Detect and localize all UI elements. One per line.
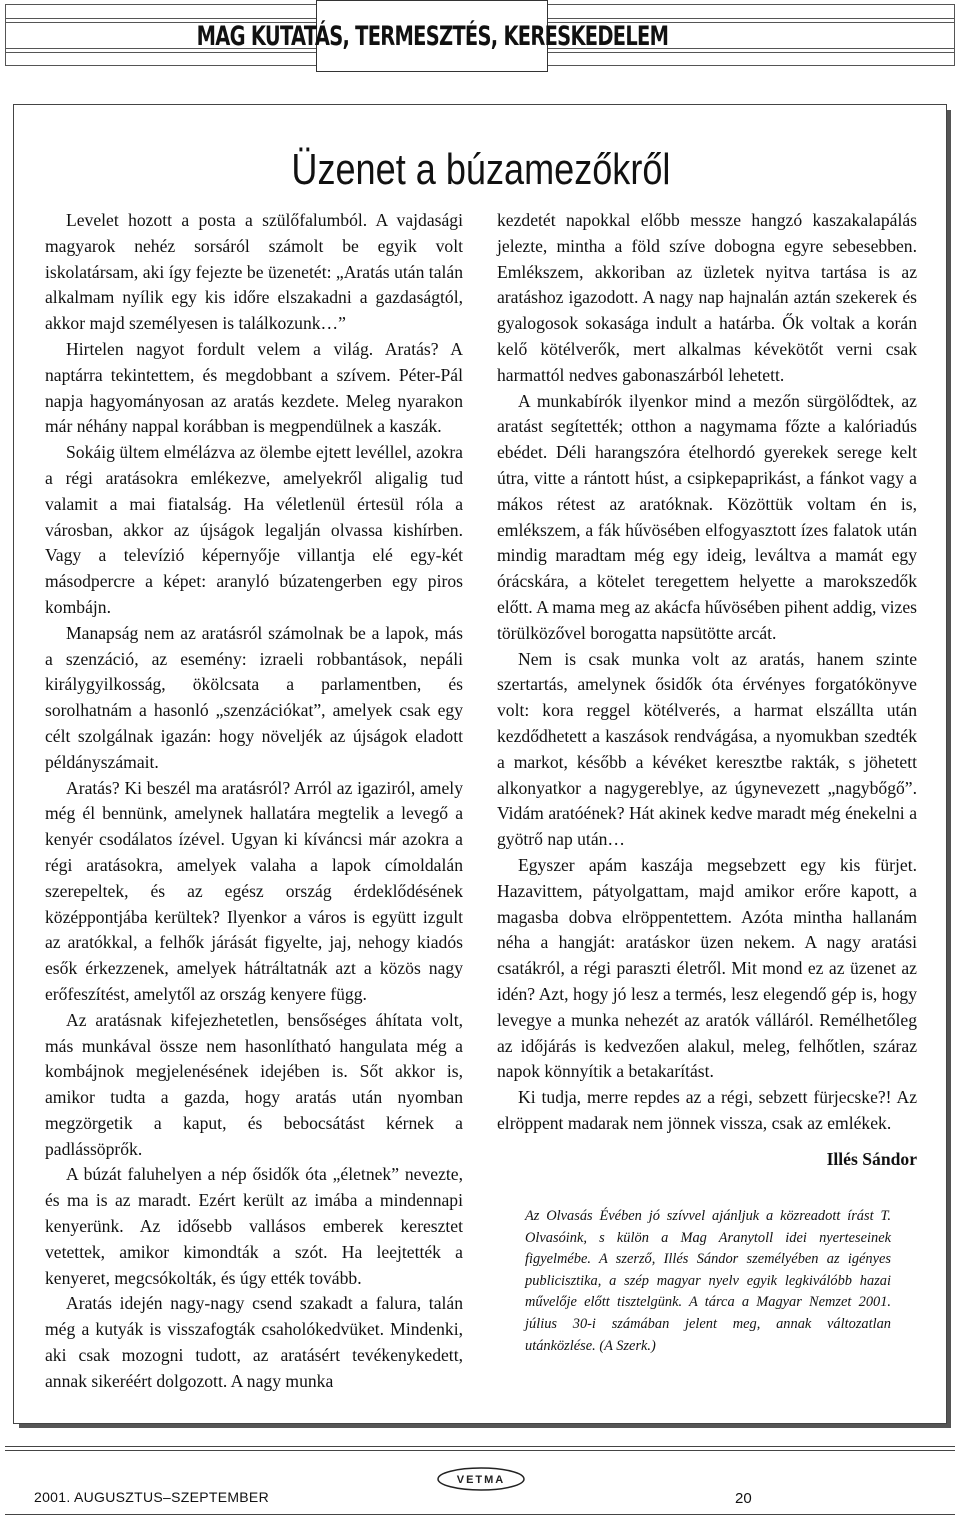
issue-date: 2001. AUGUSZTUS–SZEPTEMBER bbox=[34, 1489, 269, 1505]
editor-note-text: Az Olvasás Évében jó szívvel ajánljuk a közreadott írást T. Olvasóink, s külön a Mag Aranytoll idei nyerteseinek figyelmébe. A szerző, Illés Sándor személyében az igényes publicisztika, a szép magyar nyelv egyik legkiválóbb hazai művelője előtt tisztelgünk. A tárca a Magyar Nemzet 2001. július 30-i számában jelent meg, annak változatlan utánközlése. (A Szerk.) bbox=[525, 1208, 891, 1354]
vetma-logo bbox=[436, 1466, 526, 1492]
author-name: Illés Sándor bbox=[826, 1148, 917, 1169]
footer-rule bbox=[5, 1514, 955, 1515]
paragraph: Ki tudja, merre repdes az a régi, sebzett fürjecske?! Az elröppent madarak nem jönnek vissza, csak az emlékek. bbox=[497, 1087, 917, 1133]
vetma-logo-text: VETMA bbox=[456, 1474, 506, 1486]
article-column-left bbox=[45, 208, 463, 1395]
publication-header: MAG KUTATÁS, TERMESZTÉS, KERESKEDELEM bbox=[196, 20, 668, 52]
paragraph: Aratás? Ki beszél ma aratásról? Arról az igaziról, amely még él bennünk, amelynek hallatára megtelik a levegő a kenyér csodálatos ízével. Ugyan ki kíváncsi már azokra a régi aratásokra, amelyek valaha a lapok címoldalán szerepeltek, és az egész ország érdeklődésének középpontjába kerültek? Ilyenkor a város is együtt izgult az aratókkal, a felhők járását figyelte, jaj, nehogy kiadós esők érkezzenek, amelyek hátráltatnák azt a közös nagy erőfeszítést, amelytől az ország kenyere függ. bbox=[45, 777, 463, 1004]
paragraph: Nem is csak munka volt az aratás, hanem szinte szertartás, amelynek ősidők óta érvényes forgatókönyve volt: kora reggel kötélverés, a harmat elszállta után kezdődhetett a kaszások rendvágása, a nyomukban szedték a markot, később a kévéket keresztbe rakták, s jöhetett alkonyatkor a nagygereblye, az úgynevezett „nagybőgő”. Vidám aratóének? Hát akinek kedve maradt még énekelni a gyötrő nap után… bbox=[497, 648, 917, 850]
paragraph: Manapság nem az aratásról számolnak be a lapok, más a szenzáció, az esemény: izraeli robbantások, nepáli királygyilkosság, ökölcsata a parlamentben, és sorolhatnám a hasonló „szenzációkat”, amelyek csak egy célt szolgálnak igazán: hogy növeljék az újságok eladott példányszámait. bbox=[45, 622, 463, 772]
article-title: Üzenet a búzamezőkről bbox=[291, 145, 671, 194]
paragraph: Sokáig ültem elmélázva az ölembe ejtett levéllel, azokra a régi aratásokra emlékezve, amelyekről aligalig tud valamit a mai fiatalság. Ha véletlenül értesül róla a városban, akkor az újságok legalján olvassa kishírben. Vagy a televízió képernyője villantja elé egy-két másodpercre a képet: aranyló búzatengerben egy piros kombájn. bbox=[45, 442, 463, 617]
header-title-box bbox=[196, 0, 668, 72]
paragraph: Egyszer apám kaszája megsebzett egy kis fürjet. Hazavittem, pátyolgattam, majd amikor erőre kapott, a magasba dobva elröppentettem. Azóta mintha hallanám néha a hangját: aratáskor üzen nekem. A nagy aratási csatákról, a régi paraszti életről. Mit mond ez az üzenet az idén? Azt, hogy jó lesz a termés, lesz elegendő gép is, hogy levegye a munka nehezét az aratók válláról. Remélhetőleg az időjárás is kedvezően alakul, meleg, felhőtlen, száraz napok könnyítik a betakarítást. bbox=[497, 854, 917, 1082]
paragraph: kezdetét napokkal előbb messze hangzó kaszakalapálás jelezte, mintha a föld szíve dobogna egyre sebesebben. Emlékszem, akkoriban az üzletek nyitva tartása is az aratáshoz igazodott. A nagy nap hajnalán aztán szekerek és gyalogosok sokasága indult a határba. Ők voltak a korán kelő kötélverők, mert alkalmas kévekötőt verni csak harmattól nedves gabonaszárból lehetett. bbox=[497, 210, 917, 385]
editor-note bbox=[525, 1206, 891, 1357]
paragraph: Levelet hozott a posta a szülőfalumból. A vajdasági magyarok nehéz sorsáról számolt be egyik volt iskolatársam, aki így fejezte be üzenetét: „Aratás után talán alkalmam nyílik egy kis időre elszakadni a gazdaságtól, akkor majd személyesen is találkozunk…” bbox=[45, 210, 463, 334]
frame-shadow bbox=[19, 1424, 951, 1428]
paragraph: A búzát faluhelyen a nép ősidők óta „életnek” nevezte, és ma is az maradt. Ezért került az imába a mindennapi kenyerünk. Az idősebb vallásos emberek keresztet vetettek, amikor kimondták a szót. Ha leejtették a kenyeret, megcsókolták, és úgy ették tovább. bbox=[45, 1164, 463, 1288]
page-number: 20 bbox=[735, 1490, 752, 1507]
paragraph: Hirtelen nagyot fordult velem a világ. Aratás? A naptárra tekintettem, és megdobbant a szívem. Péter-Pál napja hagyományosan az aratás kezdete. Meleg nyarakon már néhány nappal korábban is megpendülnek a kaszák. bbox=[45, 338, 463, 437]
article-column-right bbox=[497, 208, 917, 1172]
paragraph: Az aratásnak kifejezhetetlen, bensőséges áhítata volt, más munkával össze nem hasonlítható hangulata még a kombájnok megjelenésének idejében is. Sőt akkor is, amikor tudta a gazda, hogy aratás után nyomban megzörgetik a kaput, és bebocsátást kérnek a padlássöprők. bbox=[45, 1009, 463, 1159]
paragraph: Aratás idején nagy-nagy csend szakadt a falura, talán még a kutyák is visszafogták csaholókedvüket. Mindenki, aki csak mozogni tudott, az aratásért tevékenykedett, annak sikeréért dolgozott. A nagy munka bbox=[45, 1293, 463, 1391]
frame-shadow bbox=[947, 110, 951, 1428]
footer-rule bbox=[5, 1450, 955, 1451]
paragraph: A munkabírók ilyenkor mind a mezőn sürgölődtek, az aratást segítették; otthon a nagymama főzte a kalóriadús ebédet. Déli harangszóra ételhordó gyerekek serege kelt útra, vitte a rántott húst, a csipkepaprikást, a fánkot vagy a mákos rétest az aratóknak. Közöttük voltam én is, emlékszem, a fák hűvösében elfogyasztott ízes falatok után mindig maradtam még egy ideig, leváltva a mamát egy órácskára, a kötelet teregettem helyette a marokszedők előtt. A mama meg az akácfa hűvösében pihent addig, vizes törülközővel borogatta napsütötte arcát. bbox=[497, 390, 917, 643]
footer-rule bbox=[5, 1446, 955, 1447]
